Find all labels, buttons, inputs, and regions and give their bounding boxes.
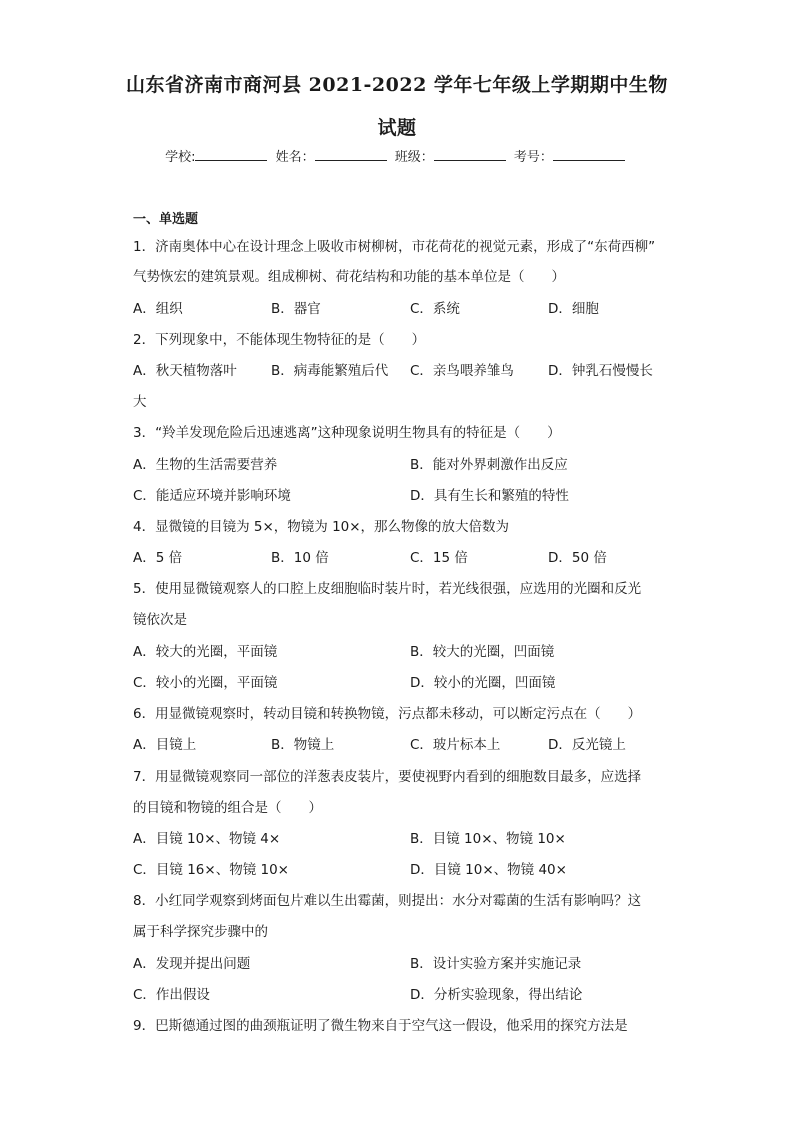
- q7-option-c: C．目镜 16×、物镜 10×: [133, 862, 289, 878]
- school-label: 学校:: [165, 150, 196, 165]
- section-heading: 一、单选题: [133, 212, 199, 227]
- q2-option-d-continued: 大: [133, 394, 147, 410]
- class-label: 班级：: [394, 150, 434, 165]
- q4-option-c: C．15 倍: [410, 550, 468, 566]
- q7-option-b: B．目镜 10×、物镜 10×: [410, 831, 566, 847]
- q5-option-c: C．较小的光圈，平面镜: [133, 675, 278, 691]
- q7-option-a: A．目镜 10×、物镜 4×: [133, 831, 281, 847]
- q8-option-c: C．作出假设: [133, 987, 210, 1003]
- page-title-continued: 试题: [377, 117, 417, 139]
- q6-option-c: C．玻片标本上: [410, 737, 501, 753]
- q1-option-b: B．器官: [271, 301, 321, 317]
- q2-option-a: A．秋天植物落叶: [133, 363, 237, 379]
- question-1-text-cont: 气势恢宏的建筑景观。组成柳树、荷花结构和功能的基本单位是（ ）: [133, 269, 565, 285]
- q4-option-d: D．50 倍: [548, 550, 607, 566]
- q2-option-c: C．亲鸟喂养雏鸟: [410, 363, 514, 379]
- q4-option-b: B．10 倍: [271, 550, 329, 566]
- name-field[interactable]: [315, 148, 387, 161]
- class-field[interactable]: [434, 148, 506, 161]
- student-info-line: [0, 146, 794, 165]
- q8-option-b: B．设计实验方案并实施记录: [410, 956, 582, 972]
- q8-option-a: A．发现并提出问题: [133, 956, 251, 972]
- q5-option-d: D．较小的光圈，凹面镜: [410, 675, 556, 691]
- q5-option-b: B．较大的光圈，凹面镜: [410, 644, 555, 660]
- question-3-text: 3．“羚羊发现危险后迅速逃离”这种现象说明生物具有的特征是（ ）: [133, 425, 561, 441]
- question-8-text: 8．小红同学观察到烤面包片难以生出霉菌，则提出：水分对霉菌的生活有影响吗？这: [133, 893, 642, 909]
- q3-option-d: D．具有生长和繁殖的特性: [410, 488, 569, 504]
- q4-option-a: A．5 倍: [133, 550, 183, 566]
- q5-option-a: A．较大的光圈，平面镜: [133, 644, 278, 660]
- q3-option-b: B．能对外界刺激作出反应: [410, 457, 568, 473]
- question-2-text: 2．下列现象中，不能体现生物特征的是（ ）: [133, 332, 426, 348]
- name-label: 姓名：: [275, 150, 315, 165]
- q6-option-b: B．物镜上: [271, 737, 335, 753]
- q8-option-d: D．分析实验现象，得出结论: [410, 987, 583, 1003]
- q3-option-c: C．能适应环境并影响环境: [133, 488, 291, 504]
- q1-option-d: D．细胞: [548, 301, 599, 317]
- q6-option-d: D．反光镜上: [548, 737, 626, 753]
- page-title: 山东省济南市商河县 2021-2022 学年七年级上学期期中生物: [126, 74, 668, 96]
- question-5-text-cont: 镜依次是: [133, 612, 187, 628]
- question-4-text: 4．显微镜的目镜为 5×，物镜为 10×，那么物像的放大倍数为: [133, 519, 510, 535]
- question-1-text: 1．济南奥体中心在设计理念上吸收市树柳树，市花荷花的视觉元素，形成了“东荷西柳”: [133, 239, 656, 255]
- q6-option-a: A．目镜上: [133, 737, 197, 753]
- number-field[interactable]: [553, 148, 625, 161]
- question-8-text-cont: 属于科学探究步骤中的: [133, 924, 268, 940]
- number-label: 考号：: [513, 150, 553, 165]
- q2-option-b: B．病毒能繁殖后代: [271, 363, 389, 379]
- question-7-text-cont: 的目镜和物镜的组合是（ ）: [133, 800, 322, 816]
- school-field[interactable]: [195, 148, 267, 161]
- q2-option-d: D．钟乳石慢慢长: [548, 363, 653, 379]
- q1-option-a: A．组织: [133, 301, 183, 317]
- question-9-text: 9．巴斯德通过图的曲颈瓶证明了微生物来自于空气这一假设，他采用的探究方法是: [133, 1018, 628, 1034]
- q1-option-c: C．系统: [410, 301, 460, 317]
- question-6-text: 6．用显微镜观察时，转动目镜和转换物镜，污点都未移动，可以断定污点在（ ）: [133, 706, 642, 722]
- question-7-text: 7．用显微镜观察同一部位的洋葱表皮装片，要使视野内看到的细胞数目最多，应选择: [133, 769, 642, 785]
- q3-option-a: A．生物的生活需要营养: [133, 457, 278, 473]
- q7-option-d: D．目镜 10×、物镜 40×: [410, 862, 567, 878]
- question-5-text: 5．使用显微镜观察人的口腔上皮细胞临时装片时，若光线很强，应选用的光圈和反光: [133, 581, 642, 597]
